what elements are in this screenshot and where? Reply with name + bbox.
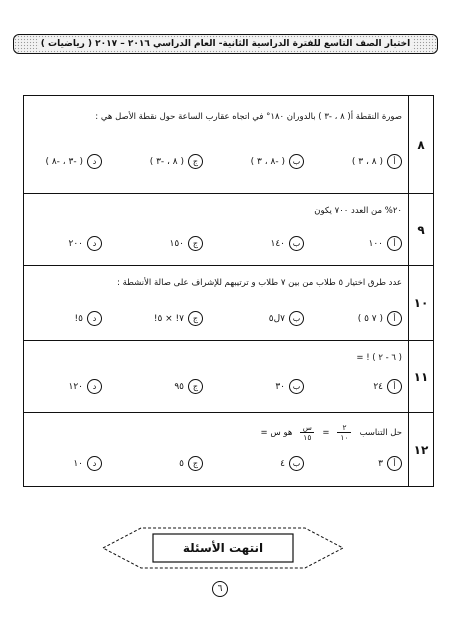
- exam-title: اختبار الصف التاسع للفترة الدراسية الثانية- العام الدراسي ٢٠١٦ – ٢٠١٧ ( رياضيات ): [40, 39, 411, 49]
- option-b[interactable]: [269, 311, 304, 326]
- page-number: ٦: [212, 581, 228, 597]
- option-value: ( ٨ ، ٣ ): [351, 156, 383, 167]
- option-value: ١٥٠: [169, 238, 184, 249]
- option-letter: أ: [387, 311, 402, 326]
- proportion-equation: [261, 423, 402, 442]
- questions-table: [23, 95, 434, 487]
- option-letter: ب: [289, 311, 304, 326]
- equals-sign: =: [322, 427, 330, 438]
- option-value: ١٤٠: [270, 238, 285, 249]
- question-row: [24, 96, 433, 194]
- option-value: ٥: [179, 458, 184, 469]
- option-letter: د: [87, 311, 102, 326]
- option-d[interactable]: [75, 311, 102, 326]
- question-text: صورة النقطة أ( ٨ ، -٣ ) بالدوران ١٨٠° في اتجاه عقارب الساعة حول نقطة الأصل هي :: [95, 112, 402, 122]
- exam-header: [13, 34, 438, 54]
- option-d[interactable]: [73, 456, 102, 471]
- fraction-denominator: ١٥: [303, 433, 312, 442]
- question-text: عدد طرق اختيار ٥ طلاب من بين ٧ طلاب و ترتيبهم للإشراف على صالة الأنشطة :: [117, 278, 402, 288]
- question-number: ٩: [408, 194, 433, 265]
- fraction-numerator: ٢: [342, 423, 347, 432]
- fraction-left: [337, 423, 351, 442]
- question-number: ١٢: [408, 413, 433, 486]
- question-body: [24, 266, 408, 340]
- option-a[interactable]: [378, 456, 402, 471]
- end-label: انتهت الأسئلة: [182, 541, 264, 555]
- option-value: ٥!: [74, 313, 83, 324]
- question-body: [24, 96, 408, 193]
- option-value: ٩٥: [174, 381, 184, 392]
- option-letter: د: [87, 236, 102, 251]
- option-letter: ب: [289, 236, 304, 251]
- question-number: ١١: [408, 341, 433, 412]
- option-b[interactable]: [270, 236, 304, 251]
- option-value: ١٢٠: [68, 381, 83, 392]
- option-a[interactable]: [352, 154, 402, 169]
- option-b[interactable]: [280, 456, 304, 471]
- option-letter: ج: [188, 236, 203, 251]
- option-value: ٧! × ٥!: [153, 313, 184, 324]
- option-letter: ج: [188, 379, 203, 394]
- option-value: ٤: [280, 458, 285, 469]
- question-number: ٨: [408, 96, 433, 193]
- option-c[interactable]: [150, 154, 203, 169]
- fraction-denominator: ١٠: [340, 433, 349, 442]
- option-d[interactable]: [68, 236, 102, 251]
- option-letter: ج: [188, 311, 203, 326]
- option-a[interactable]: [373, 379, 402, 394]
- option-letter: ب: [289, 456, 304, 471]
- option-letter: أ: [387, 236, 402, 251]
- option-letter: ب: [289, 154, 304, 169]
- option-c[interactable]: [154, 311, 203, 326]
- option-letter: أ: [387, 456, 402, 471]
- question-number: ١٠: [408, 266, 433, 340]
- option-value: ( -٨ ، ٣ ): [250, 156, 285, 167]
- option-value: ١٠٠: [368, 238, 383, 249]
- fraction-numerator: س: [302, 423, 312, 432]
- option-value: ( -٣ ، -٨ ): [45, 156, 83, 167]
- question-body: [24, 341, 408, 412]
- option-value: ١٠: [73, 458, 83, 469]
- question-row: [24, 413, 433, 486]
- option-c[interactable]: [169, 236, 203, 251]
- option-letter: ج: [188, 154, 203, 169]
- end-of-questions-banner: [101, 526, 345, 570]
- option-letter: أ: [387, 154, 402, 169]
- option-b[interactable]: [275, 379, 304, 394]
- option-c[interactable]: [174, 379, 203, 394]
- option-letter: د: [87, 379, 102, 394]
- option-value: ٢٤: [373, 381, 383, 392]
- question-text: حل التناسب: [359, 427, 402, 438]
- option-c[interactable]: [179, 456, 203, 471]
- option-letter: ج: [188, 456, 203, 471]
- question-suffix: هو س =: [260, 427, 293, 438]
- option-value: ٣٠: [275, 381, 285, 392]
- question-body: [24, 194, 408, 265]
- question-text: ( ٦ - ٢ ) ! =: [356, 353, 402, 363]
- option-b[interactable]: [251, 154, 304, 169]
- option-value: ٧ل٥: [268, 313, 285, 324]
- fraction-right: [300, 423, 314, 442]
- option-value: ( ٧ ٥ ): [357, 313, 383, 324]
- option-d[interactable]: [45, 154, 102, 169]
- question-row: [24, 266, 433, 341]
- option-letter: أ: [387, 379, 402, 394]
- option-value: ٢٠٠: [68, 238, 83, 249]
- question-row: [24, 194, 433, 266]
- option-value: ( ٨ ، -٣ ): [149, 156, 184, 167]
- option-a[interactable]: [358, 311, 402, 326]
- option-a[interactable]: [368, 236, 402, 251]
- question-text: ٢٠% من العدد ٧٠٠ يكون: [314, 206, 402, 216]
- option-d[interactable]: [68, 379, 102, 394]
- option-value: ٣: [378, 458, 383, 469]
- question-row: [24, 341, 433, 413]
- option-letter: د: [87, 154, 102, 169]
- question-body: [24, 413, 408, 486]
- option-letter: د: [87, 456, 102, 471]
- option-letter: ب: [289, 379, 304, 394]
